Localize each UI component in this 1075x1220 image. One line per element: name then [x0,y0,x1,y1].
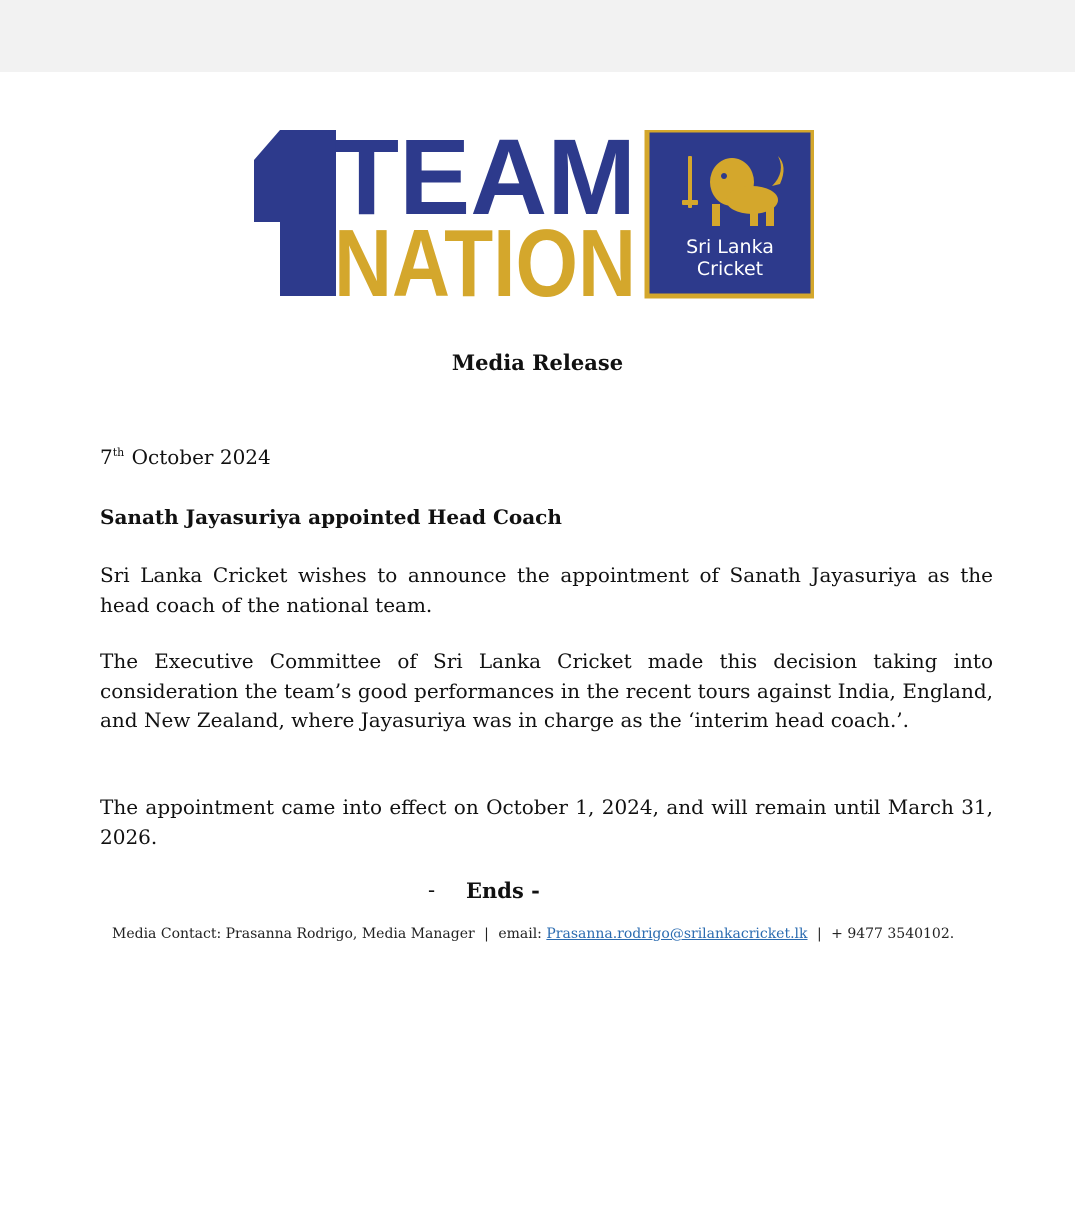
email-label: email: [498,926,542,942]
date-rest: October 2024 [131,445,271,469]
badge-line-1: Sri Lanka [686,236,774,258]
paragraph: The Executive Committee of Sri Lanka Cricket made this decision taking into consideration the team’s good performances in the recent tours against India, England, and New Zealand, where Jayasuriya was in charge as the ‘interim head coach.’. [100,649,993,732]
document-title: Media Release [451,350,624,375]
ends-text: Ends - [466,878,540,903]
paragraph: The appointment came into effect on October 1, 2024, and will remain until March 31, 2026. [100,795,993,849]
phone-number: + 9477 3540102. [831,926,955,942]
paragraph: Sri Lanka Cricket wishes to announce the appointment of Sanath Jayasuriya as the head coach of the national team. [100,563,993,617]
media-contact [112,926,954,942]
date-suffix: th [112,446,125,459]
badge-line-2: Cricket [696,258,764,280]
email-link[interactable]: Prasanna.rodrigo@srilankacricket.lk [546,926,808,942]
separator: | [816,926,822,942]
headline: Sanath Jayasuriya appointed Head Coach [100,505,562,529]
logo-word-bottom: NATION [334,210,636,300]
date-day: 7 [100,445,113,469]
ends-dash: - [428,878,436,902]
contact-label: Media Contact: Prasanna Rodrigo, Media Manager [112,926,475,942]
document-page [0,72,1075,1220]
numeral-one [254,130,336,296]
release-date [100,445,271,469]
team-nation-logo [254,130,814,300]
top-bar [0,0,1075,72]
separator: | [484,926,489,942]
logo-word-top: TEAM [334,130,636,237]
